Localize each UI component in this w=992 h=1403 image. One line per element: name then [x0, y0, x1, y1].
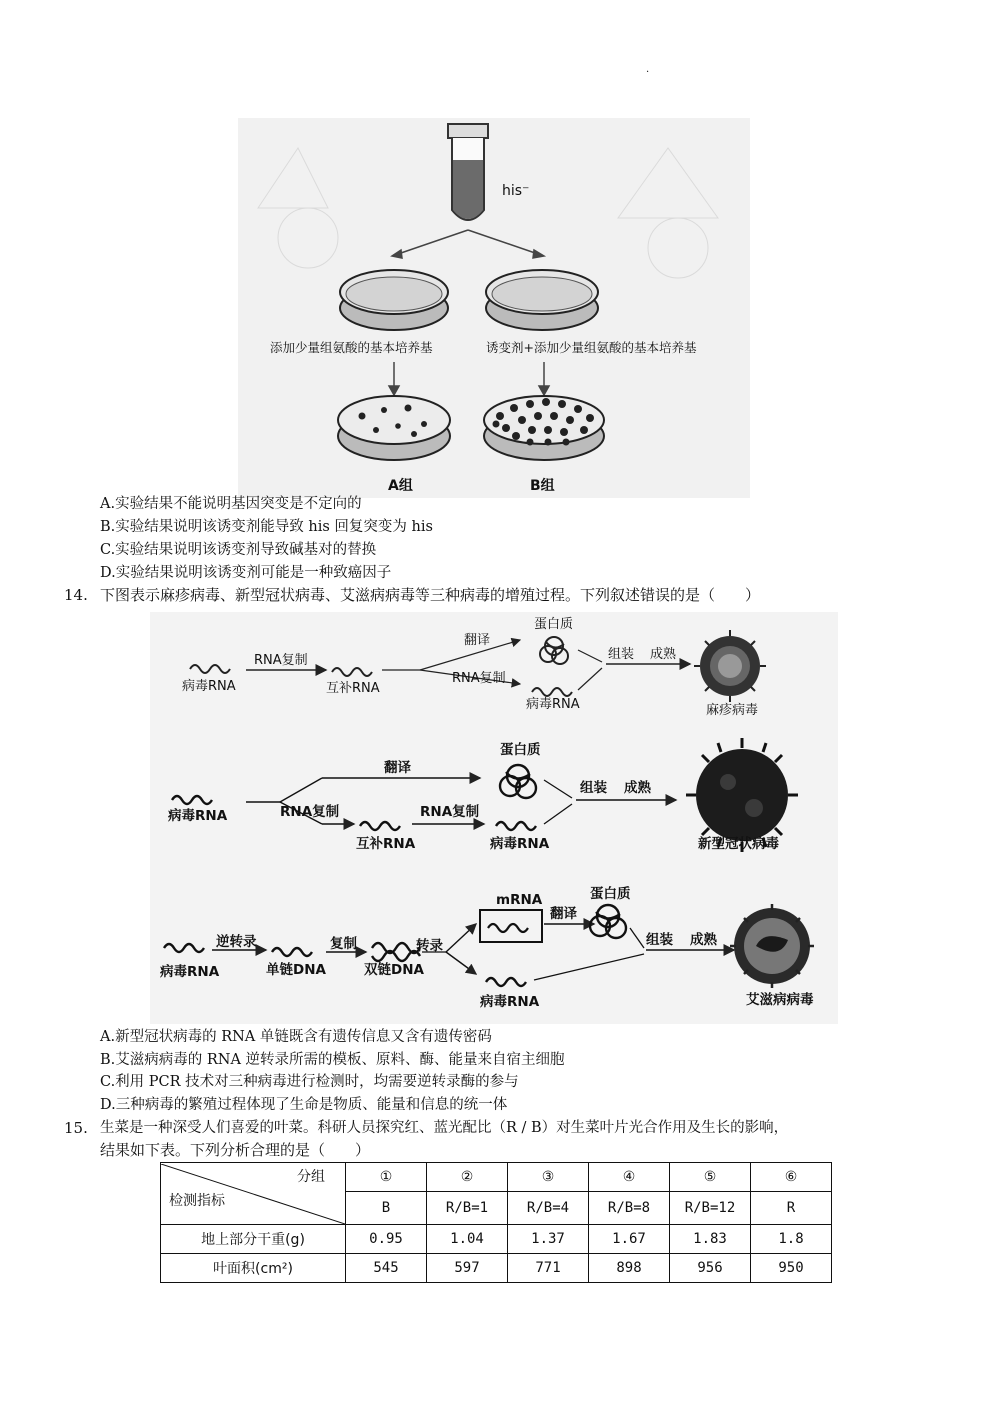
q13-option-c: C.实验结果说明该诱变剂导致碱基对的替换 — [100, 542, 377, 558]
svg-text:病毒RNA: 病毒RNA — [526, 697, 580, 712]
q13-option-b: B.实验结果说明该诱变剂能导致 his 回复突变为 his — [100, 519, 433, 535]
svg-text:翻译: 翻译 — [550, 906, 577, 922]
svg-text:组装: 组装 — [580, 780, 607, 796]
row-label: 叶面积(cm²) — [161, 1254, 346, 1283]
group-a-label: A组 — [388, 478, 413, 494]
q14-number: 14. — [64, 586, 88, 604]
group-condition-cell: R/B=12 — [670, 1192, 751, 1225]
group-number-cell: ② — [427, 1163, 508, 1192]
group-number-cell: ⑥ — [751, 1163, 832, 1192]
svg-text:转录: 转录 — [416, 938, 443, 954]
group-number-cell: ① — [346, 1163, 427, 1192]
q14-option-d: D.三种病毒的繁殖过程体现了生命是物质、能量和信息的统一体 — [100, 1097, 508, 1113]
svg-text:RNA复制: RNA复制 — [452, 671, 506, 686]
svg-text:组装: 组装 — [608, 647, 635, 662]
table-cell: 950 — [751, 1254, 832, 1283]
table-cell: 1.37 — [508, 1225, 589, 1254]
svg-text:复制: 复制 — [330, 936, 357, 952]
plate-label-left: 添加少量组氨酸的基本培养基 — [270, 340, 433, 355]
table-cell: 597 — [427, 1254, 508, 1283]
svg-text:翻译: 翻译 — [464, 633, 491, 648]
table-cell: 1.67 — [589, 1225, 670, 1254]
table-cell: 1.8 — [751, 1225, 832, 1254]
group-condition-cell: R/B=4 — [508, 1192, 589, 1225]
tube-label: his⁻ — [502, 183, 530, 199]
table-cell: 898 — [589, 1254, 670, 1283]
coronavirus-icon — [686, 738, 798, 852]
q13-option-d: D.实验结果说明该诱变剂可能是一种致癌因子 — [100, 565, 392, 581]
group-condition-cell: R/B=1 — [427, 1192, 508, 1225]
group-number-cell: ③ — [508, 1163, 589, 1192]
q14-option-b: B.艾滋病病毒的 RNA 逆转录所需的模板、原料、酶、能量来自宿主细胞 — [100, 1052, 565, 1068]
svg-text:蛋白质: 蛋白质 — [534, 617, 574, 632]
group-number-cell: ⑤ — [670, 1163, 751, 1192]
group-condition-cell: B — [346, 1192, 427, 1225]
top-mark: . — [646, 64, 650, 75]
svg-text:RNA复制: RNA复制 — [280, 804, 340, 820]
table-cell: 1.83 — [670, 1225, 751, 1254]
group-b-label: B组 — [530, 478, 555, 494]
group-number-cell: ④ — [589, 1163, 670, 1192]
q14-virus-diagram — [150, 612, 838, 1024]
table-cell: 771 — [508, 1254, 589, 1283]
q15-data-table — [160, 1162, 832, 1283]
svg-text:病毒RNA: 病毒RNA — [168, 808, 228, 824]
q15-number: 15. — [64, 1119, 88, 1137]
q14-option-c: C.利用 PCR 技术对三种病毒进行检测时，均需要逆转录酶的参与 — [100, 1074, 519, 1090]
row-label: 地上部分干重(g) — [161, 1225, 346, 1254]
petri-dish-icon — [486, 270, 598, 330]
plate-label-right: 诱变剂+添加少量组氨酸的基本培养基 — [486, 340, 697, 355]
svg-text:单链DNA: 单链DNA — [266, 962, 326, 978]
table-cell: 1.04 — [427, 1225, 508, 1254]
q13-option-a: A.实验结果不能说明基因突变是不定向的 — [100, 496, 362, 512]
svg-text:成熟: 成熟 — [624, 780, 651, 796]
q14-option-a: A.新型冠状病毒的 RNA 单链既含有遗传信息又含有遗传密码 — [100, 1029, 492, 1045]
svg-text:翻译: 翻译 — [384, 760, 411, 776]
svg-text:新型冠状病毒: 新型冠状病毒 — [698, 836, 779, 852]
petri-dish-icon — [338, 396, 450, 460]
table-row — [161, 1254, 832, 1283]
q15-stem-line2: 结果如下表。下列分析合理的是（ ） — [100, 1141, 371, 1159]
corner-bottom-label: 检测指标 — [169, 1192, 225, 1209]
svg-text:成熟: 成熟 — [650, 647, 677, 662]
petri-dish-icon — [340, 270, 448, 330]
group-condition-cell: R/B=8 — [589, 1192, 670, 1225]
svg-text:艾滋病病毒: 艾滋病病毒 — [746, 992, 814, 1008]
svg-text:蛋白质: 蛋白质 — [500, 742, 541, 758]
svg-text:mRNA: mRNA — [496, 892, 543, 908]
svg-text:麻疹病毒: 麻疹病毒 — [706, 703, 759, 718]
svg-text:互补RNA: 互补RNA — [326, 681, 380, 696]
q14-stem: 下图表示麻疹病毒、新型冠状病毒、艾滋病病毒等三种病毒的增殖过程。下列叙述错误的是（ ） — [100, 586, 761, 604]
svg-text:组装: 组装 — [646, 932, 673, 948]
svg-text:互补RNA: 互补RNA — [356, 836, 416, 852]
svg-text:病毒RNA: 病毒RNA — [160, 964, 220, 980]
corner-top-label: 分组 — [297, 1168, 325, 1185]
table-cell: 545 — [346, 1254, 427, 1283]
svg-text:RNA复制: RNA复制 — [420, 804, 480, 820]
petri-dish-icon — [484, 396, 604, 460]
test-tube-icon — [448, 124, 488, 220]
svg-text:逆转录: 逆转录 — [216, 934, 257, 950]
table-corner-cell — [161, 1163, 346, 1225]
svg-text:病毒RNA: 病毒RNA — [490, 836, 550, 852]
svg-text:RNA复制: RNA复制 — [254, 653, 308, 668]
svg-text:成熟: 成熟 — [690, 932, 717, 948]
group-condition-cell: R — [751, 1192, 832, 1225]
table-cell: 0.95 — [346, 1225, 427, 1254]
svg-text:病毒RNA: 病毒RNA — [182, 679, 236, 694]
q15-stem-line1: 生菜是一种深受人们喜爱的叶菜。科研人员探究红、蓝光配比（R / B）对生菜叶片光合作用及生长的影响， — [100, 1120, 789, 1136]
svg-text:双链DNA: 双链DNA — [364, 962, 424, 978]
svg-text:蛋白质: 蛋白质 — [590, 886, 631, 902]
q13-experiment-figure — [238, 118, 750, 498]
table-row — [161, 1225, 832, 1254]
svg-text:病毒RNA: 病毒RNA — [480, 994, 540, 1010]
table-cell: 956 — [670, 1254, 751, 1283]
